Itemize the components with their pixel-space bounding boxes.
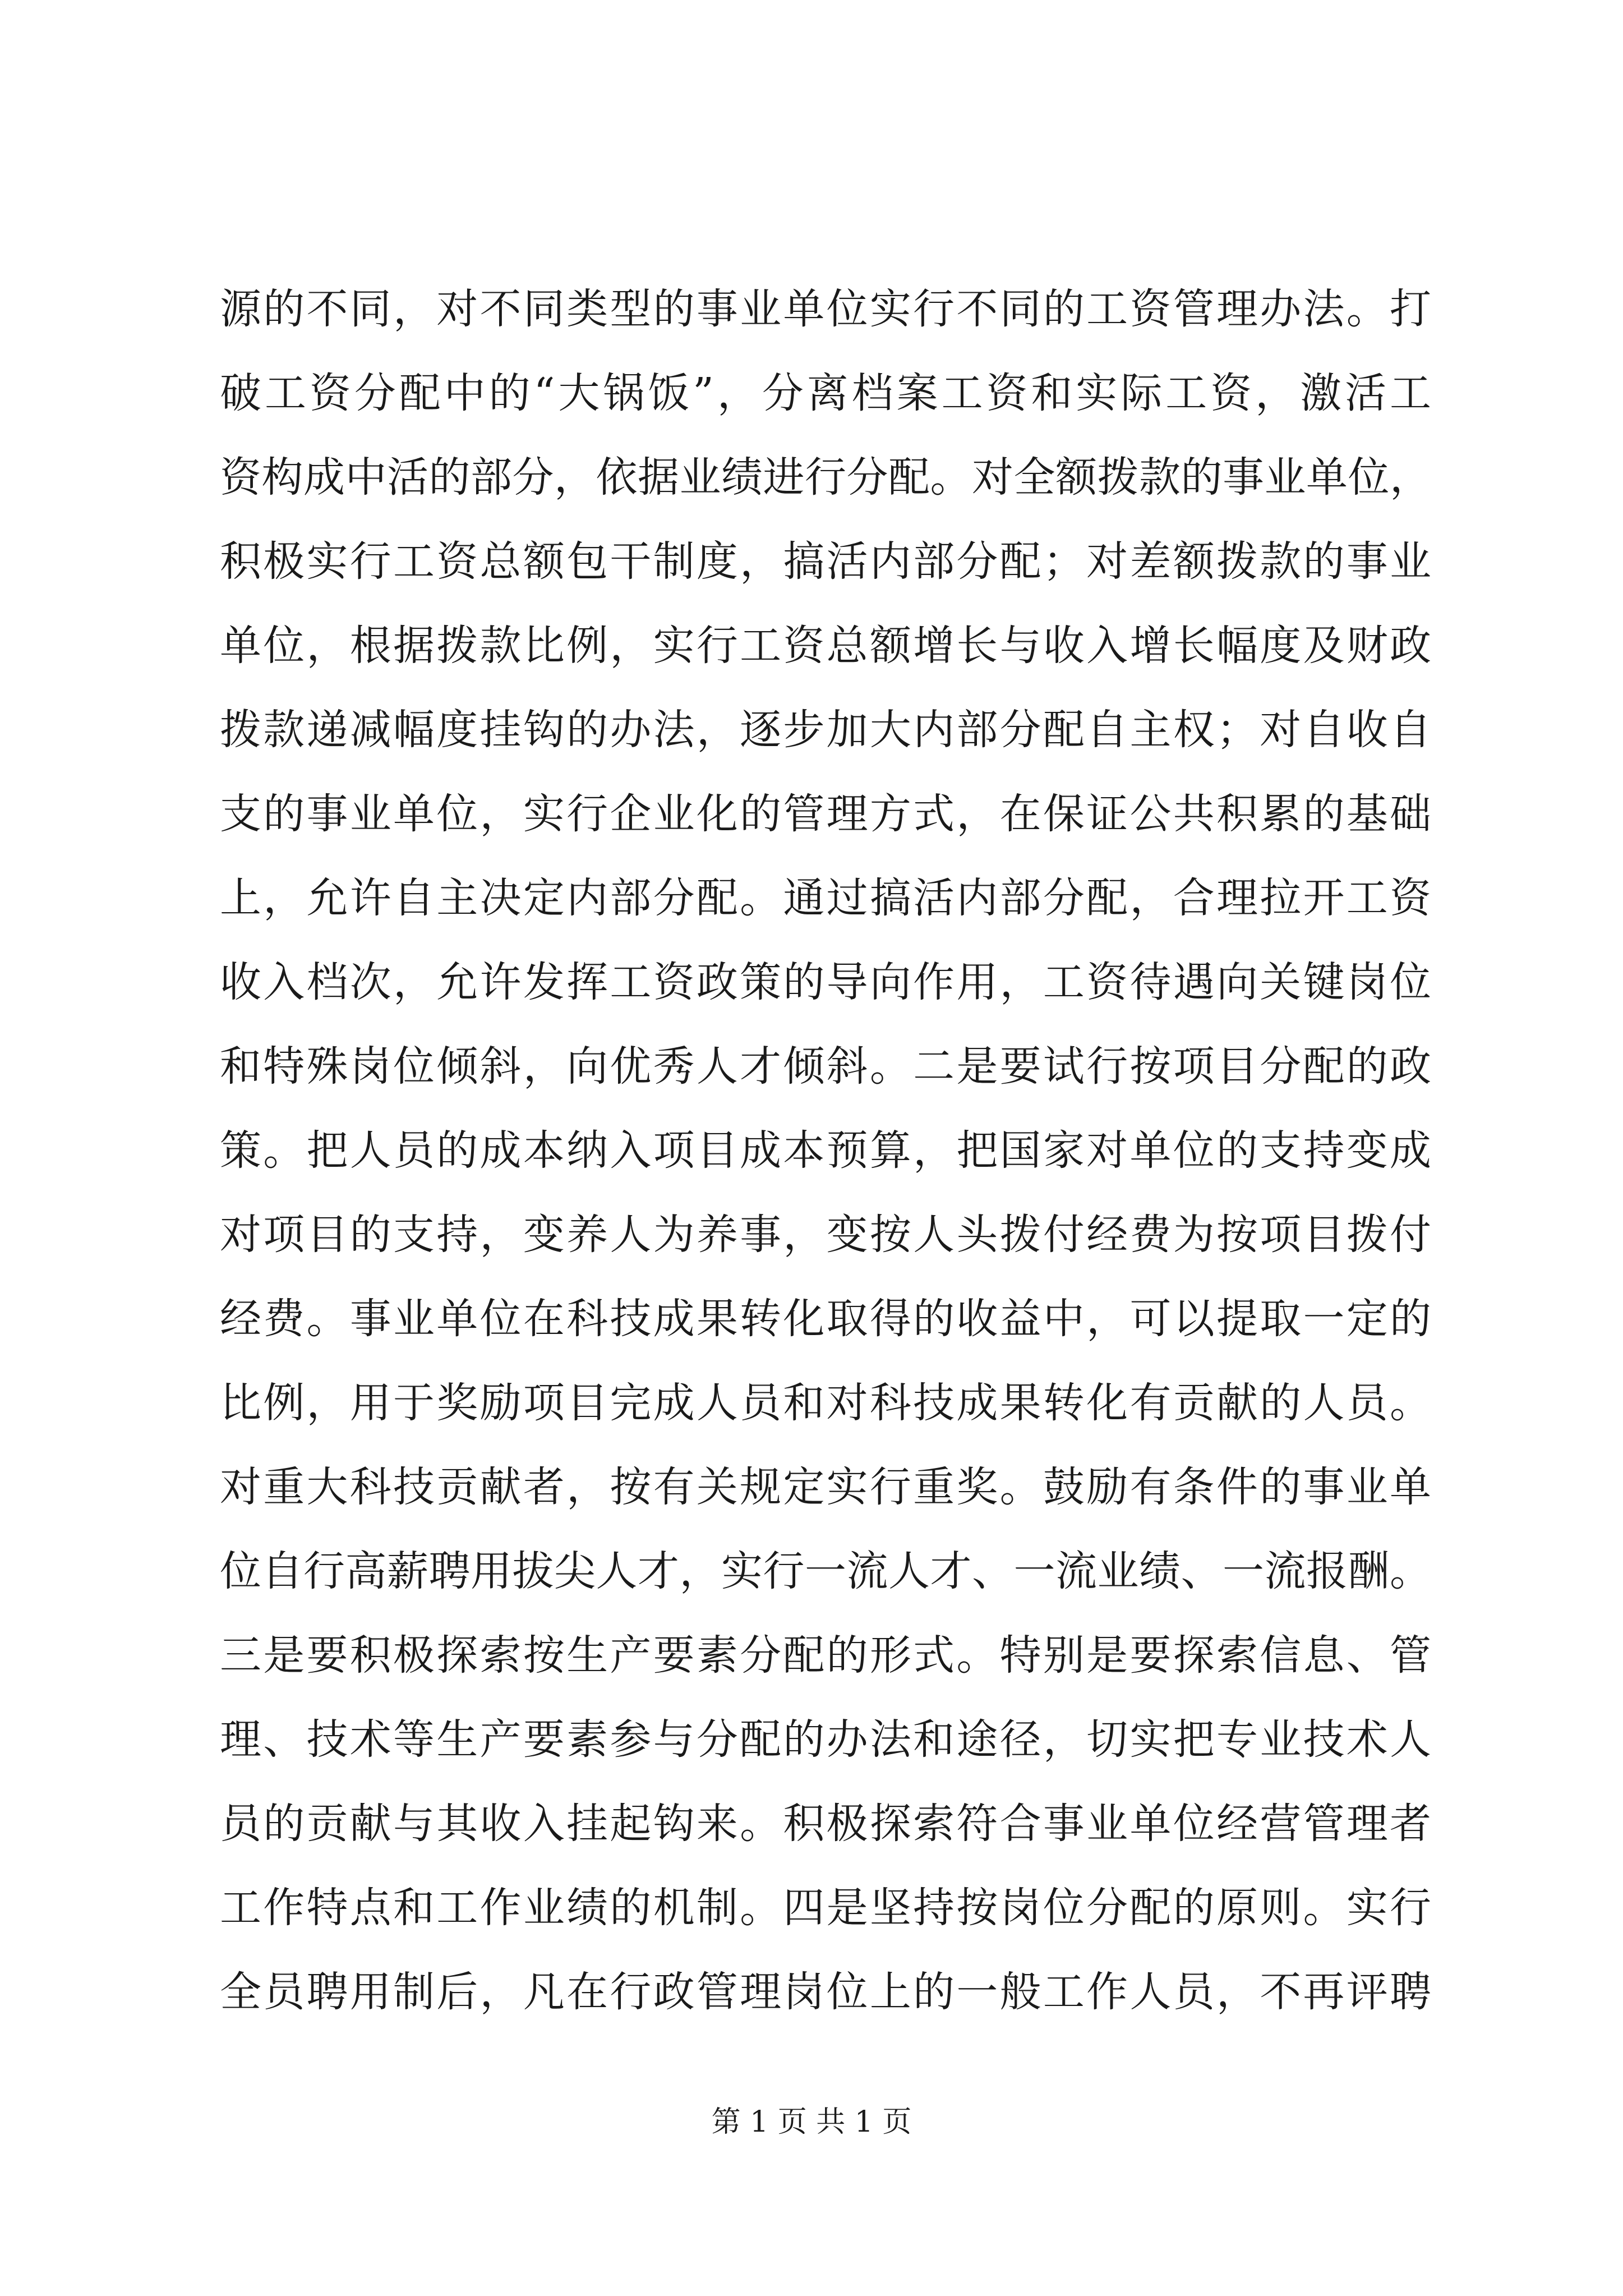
text-line: 位自行高薪聘用拔尖人才，实行一流人才、一流业绩、一流报酬。 [220, 1547, 1431, 1595]
text-line: 全员聘用制后，凡在行政管理岗位上的一般工作人员，不再评聘 [220, 1968, 1431, 2016]
text-line: 三是要积极探索按生产要素分配的形式。特别是要探索信息、管 [220, 1631, 1431, 1680]
text-line: 源的不同，对不同类型的事业单位实行不同的工资管理办法。打 [220, 285, 1431, 333]
text-line: 经费。事业单位在科技成果转化取得的收益中，可以提取一定的 [220, 1295, 1431, 1343]
text-line: 上，允许自主决定内部分配。通过搞活内部分配，合理拉开工资 [220, 874, 1431, 922]
text-line: 对重大科技贡献者，按有关规定实行重奖。鼓励有条件的事业单 [220, 1463, 1431, 1511]
text-line: 策。把人员的成本纳入项目成本预算，把国家对单位的支持变成 [220, 1126, 1431, 1175]
text-line: 和特殊岗位倾斜，向优秀人才倾斜。二是要试行按项目分配的政 [220, 1042, 1431, 1091]
text-line: 单位，根据拨款比例，实行工资总额增长与收入增长幅度及财政 [220, 622, 1431, 670]
text-line: 对项目的支持，变养人为养事，变按人头拨付经费为按项目拨付 [220, 1211, 1431, 1259]
body-text [220, 267, 1431, 2034]
text-line: 理、技术等生产要素参与分配的办法和途径，切实把专业技术人 [220, 1715, 1431, 1764]
text-line: 比例，用于奖励项目完成人员和对科技成果转化有贡献的人员。 [220, 1379, 1431, 1427]
text-line: 收入档次，允许发挥工资政策的导向作用，工资待遇向关键岗位 [220, 958, 1431, 1006]
text-line: 支的事业单位，实行企业化的管理方式，在保证公共积累的基础 [220, 790, 1431, 838]
text-line: 破工资分配中的“大锅饭”，分离档案工资和实际工资，激活工 [220, 369, 1431, 417]
page-number-footer: 第 1 页 共 1 页 [711, 2105, 912, 2139]
text-line: 积极实行工资总额包干制度，搞活内部分配；对差额拨款的事业 [220, 537, 1431, 586]
text-line: 资构成中活的部分，依据业绩进行分配。对全额拨款的事业单位， [220, 453, 1431, 501]
text-line: 员的贡献与其收入挂起钩来。积极探索符合事业单位经营管理者 [220, 1800, 1431, 1848]
text-line: 拨款递减幅度挂钩的办法，逐步加大内部分配自主权；对自收自 [220, 706, 1431, 754]
text-line: 工作特点和工作业绩的机制。四是坚持按岗位分配的原则。实行 [220, 1884, 1431, 1932]
